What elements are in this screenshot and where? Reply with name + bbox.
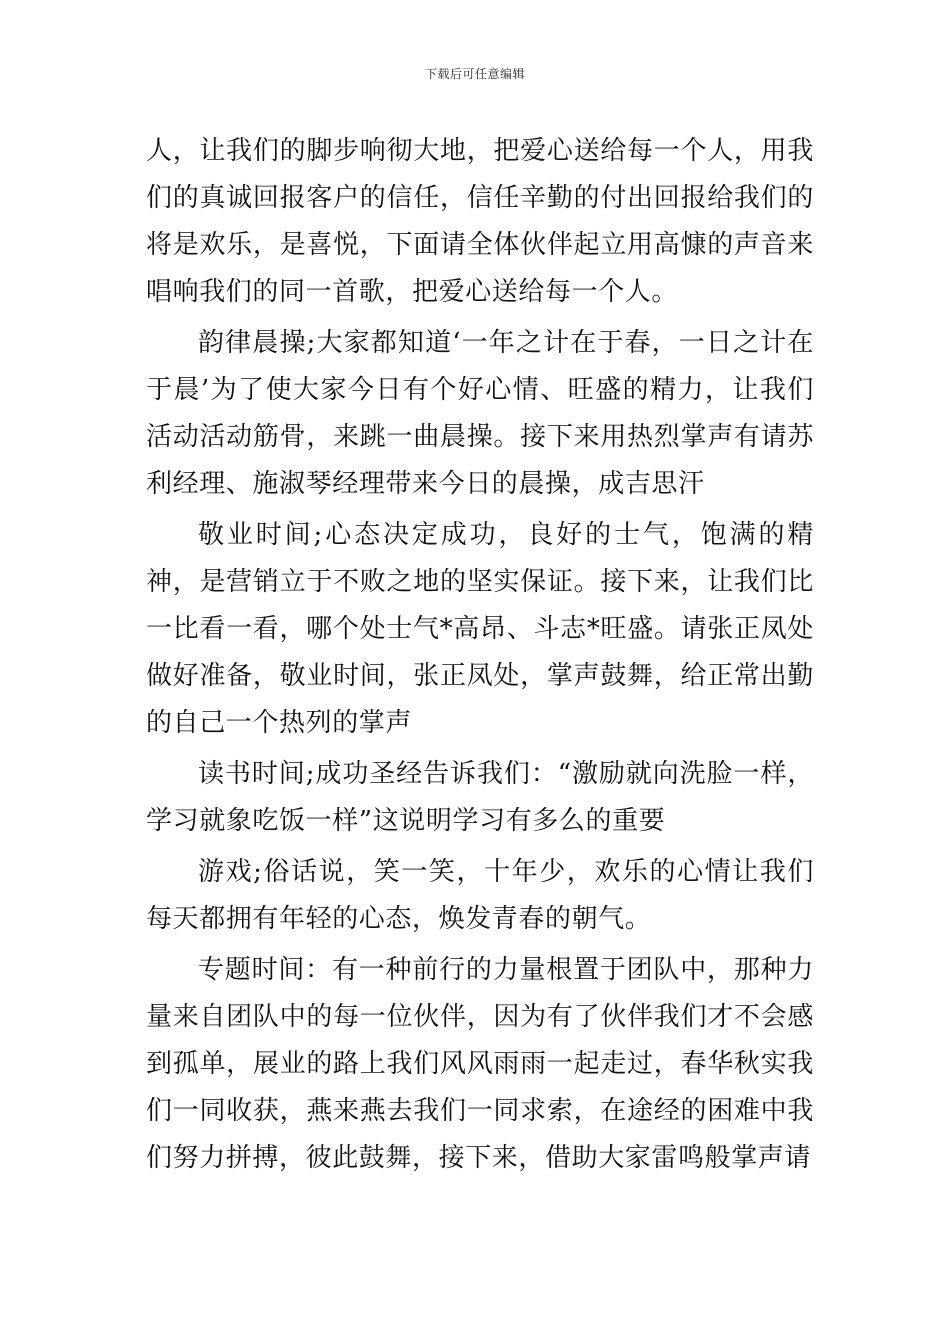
paragraph-special-topic: 专题时间：有一种前行的力量根置于团队中，那种力量来自团队中的每一位伙伴，因为有了伙伴我们才不会感到孤单，展业的路上我们风风雨雨一起走过，春华秋实我们一同收获，燕来燕去我们一同求索，在途经的困难中我们努力拼搏，彼此鼓舞，接下来，借助大家雷鸣般掌声请 [146,955,814,1173]
paragraph-reading-time: 读书时间;成功圣经告诉我们：“激励就向洗脸一样，学习就象吃饭一样”这说明学习有多么的重要 [146,759,814,836]
page-header: 下载后可任意编辑 [424,67,525,81]
paragraph-dedication-time: 敬业时间;心态决定成功，良好的士气，饱满的精神，是营销立于不败之地的坚实保证。接下来，让我们比一比看一看，哪个处士气*高昂、斗志*旺盛。请张正凤处做好准备，敬业时间，张正凤处，掌声鼓舞，给正常出勤的自己一个热列的掌声 [146,520,814,738]
paragraph-game: 游戏;俗话说，笑一笑，十年少，欢乐的心情让我们每天都拥有年轻的心态，焕发青春的朝气。 [146,857,814,934]
document-body [146,128,814,1182]
paragraph-continuation: 人，让我们的脚步响彻大地，把爱心送给每一个人，用我们的真诚回报客户的信任，信任辛勤的付出回报给我们的将是欢乐，是喜悦，下面请全体伙伴起立用高慷的声音来唱响我们的同一首歌，把爱心送给每一个人。 [146,136,814,307]
paragraph-morning-exercise: 韵律晨操;大家都知道‘一年之计在于春，一日之计在于晨’为了使大家今日有个好心情、旺盛的精力，让我们活动活动筋骨，来跳一曲晨操。接下来用热烈掌声有请苏利经理、施淑琴经理带来今日的晨操，成吉思汗 [146,328,814,499]
